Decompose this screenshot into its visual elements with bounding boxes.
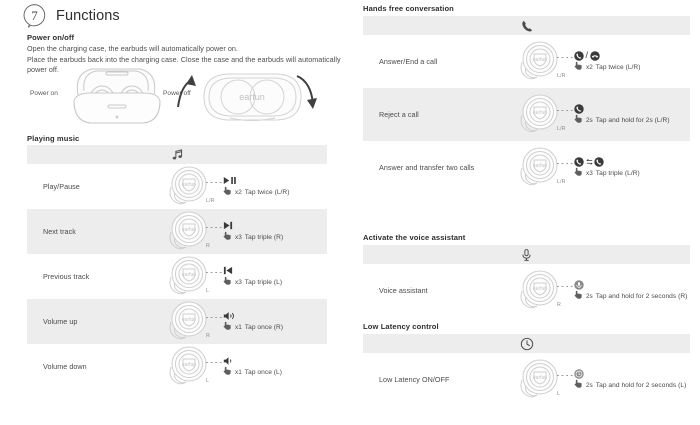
earbud-side-label: L	[557, 391, 561, 397]
action-cluster	[574, 156, 640, 177]
right-column	[350, 0, 700, 425]
voice-assistant-rows	[363, 264, 690, 317]
svg-text:earfun: earfun	[532, 375, 548, 381]
microphone-icon	[520, 248, 533, 262]
action-cluster	[574, 279, 687, 300]
action-line	[574, 113, 670, 124]
previous-track-icon	[223, 266, 233, 275]
action-line	[574, 289, 687, 300]
row-illustration	[498, 35, 690, 88]
playing-music-table	[27, 145, 327, 389]
connector-dots	[206, 272, 222, 273]
tap-multiplier: x3	[235, 278, 242, 286]
action-description: Tap twice (L/R)	[595, 63, 641, 71]
row-label: Voice assistant	[379, 286, 428, 295]
power-on-label: Power on	[30, 90, 58, 97]
section-title: Functions	[56, 7, 120, 24]
row-label: Play/Pause	[43, 182, 80, 191]
hands-free-heading: Hands free conversation	[363, 4, 454, 13]
action-description: Tap triple (R)	[244, 233, 284, 241]
earbud-icon	[165, 345, 211, 389]
voice-assistant-table	[363, 245, 690, 317]
volume-down-icon	[223, 356, 234, 366]
table-row	[363, 141, 690, 194]
row-illustration	[147, 164, 327, 209]
section-number-badge	[22, 3, 47, 28]
earbud-side-label: L	[206, 288, 210, 294]
low-latency-heading: Low Latency control	[363, 322, 439, 331]
action-cluster	[223, 220, 283, 241]
tap-multiplier: 2s	[586, 116, 593, 124]
play-pause-icon	[223, 176, 237, 185]
row-label: Previous track	[43, 272, 90, 281]
action-line	[223, 275, 282, 286]
svg-text:earfun: earfun	[532, 57, 548, 63]
svg-text:earfun: earfun	[181, 272, 197, 278]
call-answer-badge-icon	[574, 51, 584, 61]
svg-text:earfun: earfun	[532, 110, 548, 116]
table-row	[363, 88, 690, 141]
call-transfer-badge-icon	[594, 157, 604, 167]
connector-dots	[557, 57, 573, 58]
row-illustration	[498, 353, 690, 406]
hand-tap-icon	[223, 365, 232, 376]
hand-tap-icon	[223, 320, 232, 331]
case-brand-text: earfun	[239, 92, 265, 102]
row-label: Low Latency ON/OFF	[379, 375, 450, 384]
connector-dots	[557, 163, 573, 164]
connector-dots	[557, 375, 573, 376]
earbud-side-label: R	[557, 302, 561, 308]
svg-text:earfun: earfun	[532, 286, 548, 292]
table-row	[27, 254, 327, 299]
earbud-side-label: L/R	[557, 126, 566, 132]
row-label: Reject a call	[379, 110, 419, 119]
playing-music-table-header	[27, 145, 327, 164]
page-title	[22, 3, 120, 28]
row-label: Answer/End a call	[379, 57, 438, 66]
action-description: Tap once (R)	[244, 323, 284, 331]
action-cluster	[223, 265, 282, 286]
connector-dots	[206, 227, 222, 228]
action-description: Tap and hold for 2 seconds (L)	[595, 381, 687, 389]
tap-multiplier: x1	[235, 368, 242, 376]
hand-tap-icon	[223, 230, 232, 241]
hands-free-table	[363, 16, 690, 194]
voice-assistant-table-header	[363, 245, 690, 264]
tap-multiplier: x2	[586, 63, 593, 71]
playing-music-rows	[27, 164, 327, 389]
earbud-side-label: L/R	[557, 73, 566, 79]
action-line	[574, 60, 640, 71]
row-label: Answer and transfer two calls	[379, 163, 475, 172]
row-illustration	[147, 209, 327, 254]
action-cluster	[223, 175, 289, 196]
low-latency-table-header	[363, 334, 690, 353]
earbud-icon	[165, 165, 211, 209]
earbud-icon	[516, 146, 562, 190]
low-latency-badge-icon	[574, 369, 584, 379]
hands-free-table-header	[363, 16, 690, 35]
action-line	[223, 185, 289, 196]
table-row	[363, 35, 690, 88]
tap-multiplier: x3	[235, 233, 242, 241]
phone-handset-icon	[520, 19, 534, 33]
table-row	[27, 164, 327, 209]
row-label: Volume up	[43, 317, 78, 326]
row-illustration	[498, 141, 690, 194]
earbud-side-label: L/R	[557, 179, 566, 185]
table-row	[363, 264, 690, 317]
tap-multiplier: x2	[235, 188, 242, 196]
call-reject-badge-icon	[574, 104, 584, 114]
call-swap-arrow-icon	[586, 158, 593, 166]
action-description: Tap twice (L/R)	[244, 188, 290, 196]
earbud-icon	[165, 210, 211, 254]
call-answer-badge-icon	[574, 157, 584, 167]
svg-text:earfun: earfun	[181, 317, 197, 323]
volume-up-icon	[223, 311, 236, 321]
action-line	[223, 320, 283, 331]
power-illustration	[0, 62, 350, 130]
action-cluster	[223, 355, 282, 376]
row-label: Volume down	[43, 362, 87, 371]
charging-case-closed-icon	[200, 70, 305, 125]
charging-case-open-icon	[66, 65, 171, 127]
action-line	[223, 230, 283, 241]
glyph-separator: /	[585, 50, 589, 60]
earbud-side-label: R	[206, 333, 210, 339]
clock-icon	[520, 337, 534, 351]
row-illustration	[147, 344, 327, 389]
earbud-icon	[516, 269, 562, 313]
power-off-label: Power off	[163, 90, 191, 97]
row-illustration	[147, 254, 327, 299]
tap-multiplier: 2s	[586, 292, 593, 300]
table-row	[363, 353, 690, 406]
playing-music-heading: Playing music	[27, 134, 80, 143]
hands-free-rows	[363, 35, 690, 194]
row-illustration	[147, 299, 327, 344]
connector-dots	[557, 286, 573, 287]
action-cluster	[574, 50, 640, 71]
action-cluster	[574, 103, 670, 124]
table-row	[27, 299, 327, 344]
action-description: Tap triple (L/R)	[595, 169, 640, 177]
hand-tap-icon	[574, 60, 583, 71]
action-description: Tap once (L)	[244, 368, 283, 376]
hand-tap-icon	[574, 378, 583, 389]
earbud-icon	[516, 93, 562, 137]
hand-tap-icon	[223, 185, 232, 196]
call-end-badge-icon	[590, 51, 600, 61]
connector-dots	[206, 362, 222, 363]
action-cluster	[574, 368, 686, 389]
connector-dots	[206, 317, 222, 318]
hand-tap-icon	[223, 275, 232, 286]
power-description: Open the charging case, the earbuds will automatically power on. Place the earbuds back into the charging case. Close the case and the earbuds will automatically power off.	[27, 44, 341, 74]
low-latency-rows	[363, 353, 690, 406]
action-line	[574, 378, 686, 389]
tap-multiplier: x1	[235, 323, 242, 331]
action-cluster	[223, 310, 283, 331]
action-line	[223, 365, 282, 376]
voice-assistant-badge-icon	[574, 280, 584, 290]
voice-assistant-heading: Activate the voice assistant	[363, 233, 466, 242]
table-row	[27, 344, 327, 389]
next-track-icon	[223, 221, 233, 230]
table-row	[27, 209, 327, 254]
action-description: Tap and hold for 2 seconds (R)	[595, 292, 688, 300]
case-close-arrow-icon	[292, 72, 318, 112]
section-number: 7	[31, 7, 38, 23]
action-description: Tap triple (L)	[244, 278, 283, 286]
svg-text:earfun: earfun	[181, 362, 197, 368]
tap-multiplier: x3	[586, 169, 593, 177]
power-heading: Power on/off	[27, 33, 75, 42]
action-description: Tap and hold for 2s (L/R)	[595, 116, 670, 124]
earbud-icon	[516, 40, 562, 84]
earbud-icon	[165, 255, 211, 299]
earbud-icon	[165, 300, 211, 344]
connector-dots	[557, 110, 573, 111]
connector-dots	[206, 182, 222, 183]
svg-text:earfun: earfun	[181, 227, 197, 233]
svg-text:earfun: earfun	[181, 182, 197, 188]
hand-tap-icon	[574, 289, 583, 300]
earbud-side-label: L/R	[206, 198, 215, 204]
svg-text:earfun: earfun	[532, 163, 548, 169]
earbud-side-label: L	[206, 378, 210, 384]
low-latency-table	[363, 334, 690, 406]
row-illustration	[498, 264, 690, 317]
tap-multiplier: 2s	[586, 381, 593, 389]
action-line	[574, 166, 640, 177]
earbud-side-label: R	[206, 243, 210, 249]
hand-tap-icon	[574, 166, 583, 177]
row-illustration	[498, 88, 690, 141]
row-label: Next track	[43, 227, 76, 236]
earbud-icon	[516, 358, 562, 402]
music-note-icon	[171, 148, 184, 161]
hand-tap-icon	[574, 113, 583, 124]
